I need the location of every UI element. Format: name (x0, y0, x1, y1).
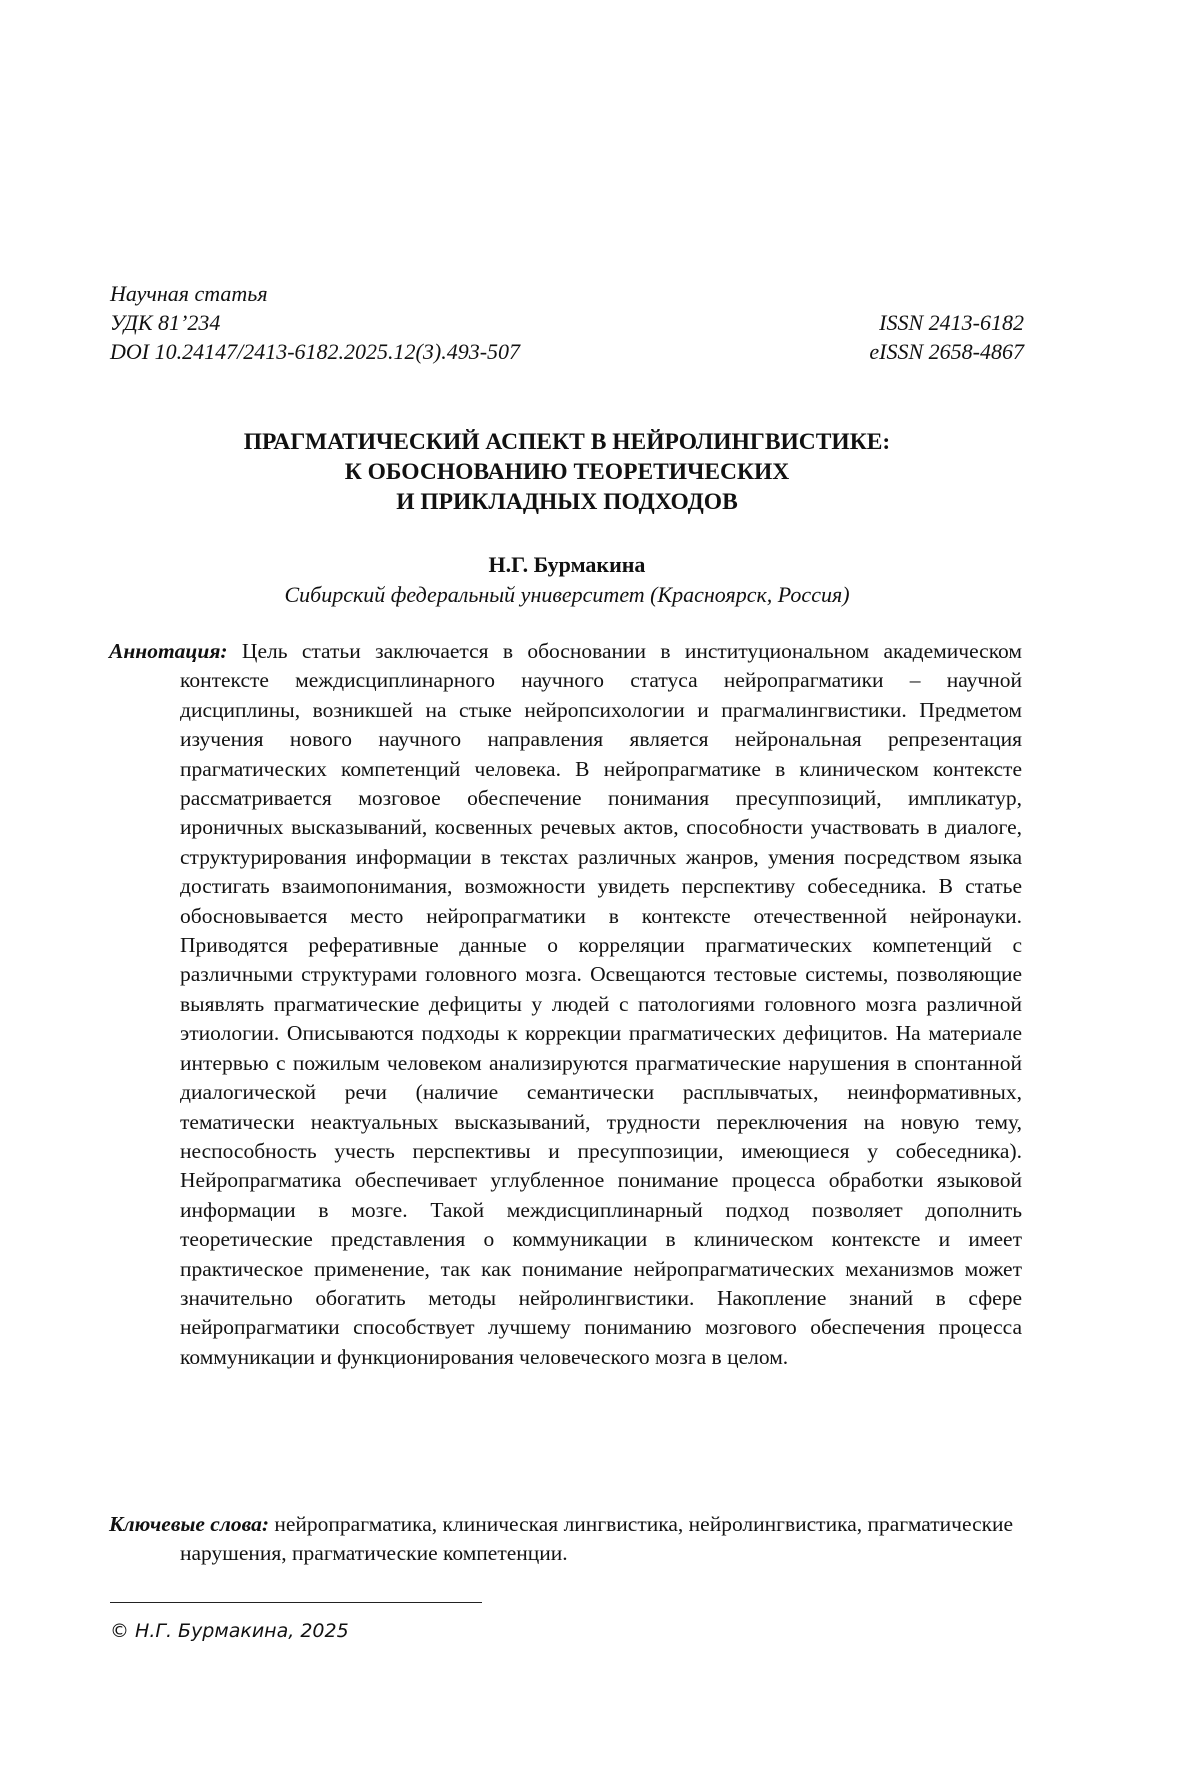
article-type: Научная статья (110, 281, 268, 306)
author-name: Н.Г. Бурмакина (488, 552, 646, 577)
issn: ISSN 2413-6182 (879, 310, 1024, 335)
title-line-3: И ПРИКЛАДНЫХ ПОДХОДОВ (396, 489, 738, 515)
eissn: eISSN 2658-4867 (869, 339, 1024, 364)
title-line-2: К ОБОСНОВАНИЮ ТЕОРЕТИЧЕСКИХ (344, 459, 790, 485)
abstract-text: Цель статьи заключается в обосновании в институциональном академическом контексте междисциплинарного научного статуса нейропрагматики – научной дисциплины, возникшей на стыке нейропсихологии и прагмалингвистики. Предметом изучения нового научного направления является нейрональная репрезентация прагматических компетенций человека. В нейропрагматике в клиническом контексте рассматривается мозговое обеспечение понимания пресуппозиций, импликатур, ироничных высказываний, косвенных речевых актов, способности участвовать в диалоге, структурирования информации в текстах различных жанров, умения посредством языка достигать взаимопонимания, возможности увидеть перспективу собеседника. В статье обосновывается место нейропрагматики в контексте отечественной нейронауки. Приводятся реферативные данные о корреляции прагматических компетенций с различными структурами головного мозга. Освещаются тестовые системы, позволяющие выявлять прагматические дефициты у людей с патологиями головного мозга различной этиологии. Описываются подходы к коррекции прагматических дефицитов. На материале интервью с пожилым человеком анализируются прагматические нарушения в спонтанной диалогической речи (наличие семантически расплывчатых, неинформативных, тематически неактуальных высказываний, трудности переключения на новую тему, неспособность учесть перспективы и пресуппозиции, имеющиеся у собеседника). Нейропрагматика обеспечивает углубленное понимание процесса обработки языковой информации в мозге. Такой междисциплинарный подход позволяет дополнить теоретические представления о коммуникации в клиническом контексте и имеет практическое применение, так как понимание нейропрагматических механизмов может значительно обогатить методы нейролингвистики. Накопление знаний в сфере нейропрагматики способствует лучшему пониманию мозгового обеспечения процесса коммуникации и функционирования человеческого мозга в целом. (180, 639, 1022, 1369)
meta-row-doi (110, 337, 1024, 366)
meta-row-type (110, 279, 1024, 308)
title-line-1: ПРАГМАТИЧЕСКИЙ АСПЕКТ В НЕЙРОЛИНГВИСТИКЕ: (243, 429, 891, 455)
footnote-divider (110, 1602, 482, 1603)
udc-code: УДК 81’234 (110, 310, 221, 335)
copyright-notice: © Н.Г. Бурмакина, 2025 (110, 1620, 349, 1642)
doi: DOI 10.24147/2413-6182.2025.12(3).493-507 (110, 339, 521, 364)
keywords-text: нейропрагматика, клиническая лингвистика, нейролингвистика, прагматические нарушения, прагматические компетенции. (180, 1512, 1014, 1566)
abstract (109, 637, 1022, 1372)
author-affiliation: Сибирский федеральный университет (Красноярск, Россия) (284, 582, 850, 607)
meta-row-udc (110, 308, 1024, 337)
keywords (109, 1510, 1022, 1569)
article-title (110, 427, 1024, 517)
keywords-label: Ключевые слова: (109, 1512, 269, 1536)
abstract-label: Аннотация: (109, 639, 228, 663)
article-metadata (110, 279, 1024, 366)
